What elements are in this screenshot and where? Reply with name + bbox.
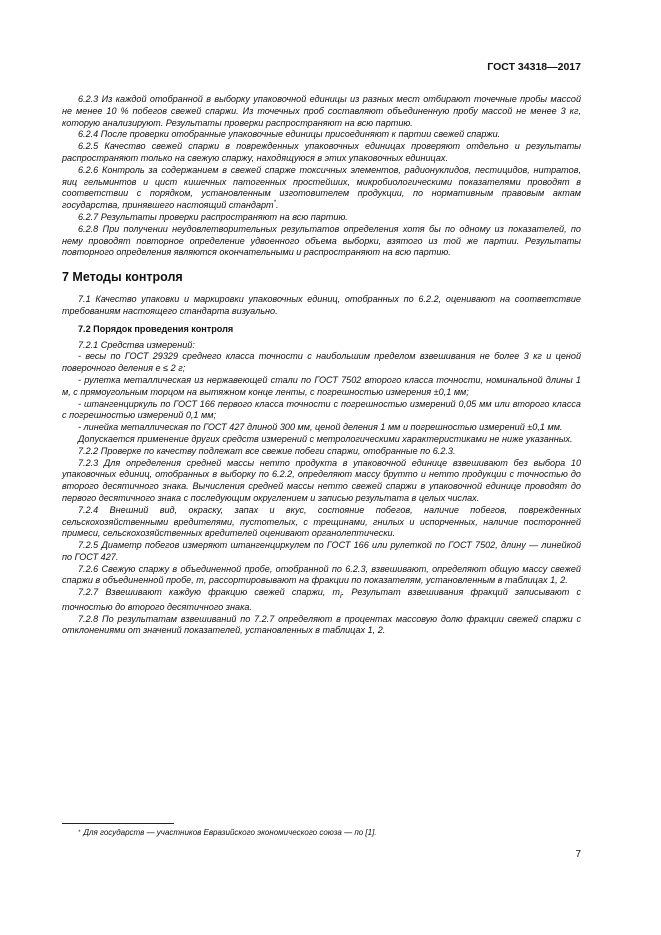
list-item: - штангенциркуль по ГОСТ 166 первого класса точности с погрешностью измерений 0,05 мм или второго класса с погрешностью измерений 0,1 мм;	[62, 398, 581, 421]
paragraph: 6.2.4 После проверки отобранные упаковочные единицы присоединяют к партии свежей спаржи.	[78, 129, 501, 140]
paragraph-text: 7.2.7 Взвешивают каждую фракцию свежей спаржи, m	[78, 587, 340, 598]
paragraph: 7.2.8 По результатам взвешиваний по 7.2.7 определяют в процентах массовую долю фракции свежей спаржи с отклонениями от значений показателей, установленных в таблицах 1, 2.	[62, 613, 581, 636]
footnote-text: Для государств — участников Евразийского экономического союза — по [1].	[83, 828, 377, 837]
standard-header: ГОСТ 34318—2017	[487, 61, 581, 73]
paragraph: 7.1 Качество упаковки и маркировки упаковочных единиц, отобранных по 6.2.2, оценивают на соответствие требованиям настоящего стандарта визуально.	[62, 294, 581, 316]
footnote-reference: *	[273, 200, 276, 207]
paragraph: 7.2.5 Диаметр побегов измеряют штангенциркулем по ГОСТ 166 или рулеткой по ГОСТ 7502, длину — линейкой по ГОСТ 427.	[62, 540, 581, 562]
paragraph: 7.2.2 Проверке по качеству подлежат все свежие побеги спаржи, отобранные по 6.2.3.	[78, 445, 456, 456]
footnote-mark: *	[78, 830, 81, 836]
paragraph: 6.2.3 Из каждой отобранной в выборку упаковочной единицы из разных мест отбирают точечные пробы массой не менее 10 % побегов свежей спаржи. Из точечных проб составляют объединенную пробу массой не менее 3 кг, которую анализируют. Результаты проверки распространяют на всю партию.	[62, 94, 581, 128]
subscript: i	[340, 591, 342, 601]
document-body	[62, 94, 581, 637]
paragraph: 7.2.3 Для определения средней массы нетто продукта в упаковочной единице взвешивают без выбора 10 упаковочных единиц, отобранных в выборку по 6.2.2, определяют массу брутто и нетто продукции с точностью до второго десятичного знака. Вычисления средней массы нетто свежей спаржи в упаковочной единице проводят до первого десятичного знака с последующим округлением и записью результата в целых числах.	[62, 457, 581, 503]
paragraph: 6.2.8 При получении неудовлетворительных результатов определения хотя бы по одному из показателей, по нему проводят повторное определение удвоенного объема выборки, взятого из той же партии. Результаты повторного определения являются окончательными и распространяют на всю партию.	[62, 223, 581, 258]
list-item: - линейка металлическая по ГОСТ 427 длиной 300 мм, ценой деления 1 мм и погрешностью измерений ±0,1 мм.	[78, 422, 563, 433]
paragraph: 6.2.7 Результаты проверки распространяют на всю партию.	[78, 211, 348, 222]
subsection-heading: 7.2 Порядок проведения контроля	[78, 323, 234, 334]
paragraph: 7.2.4 Внешний вид, окраску, запах и вкус, состояние побегов, наличие побегов, поврежденных сельскохозяйственными вредителями, пустотелых, с трещинами, гнилых и испорченных, наличие посторонней примеси, сельскохозяйственных вредителей оценивают органолептически.	[62, 504, 581, 539]
paragraph: 6.2.5 Качество свежей спаржи в поврежденных упаковочных единицах проверяют отдельно и результаты распространяют только на свежую спаржу, находящуюся в этих упаковочных единицах.	[62, 141, 581, 163]
list-item: - весы по ГОСТ 29329 среднего класса точности с наибольшим пределом взвешивания не более 3 кг и ценой поверочного деления e ≤ 2 г;	[62, 351, 581, 374]
paragraph	[62, 587, 581, 613]
section-heading: 7 Методы контроля	[62, 270, 183, 285]
paragraph: 6.2.6 Контроль за содержанием в свежей спарже токсичных элементов, радионуклидов, пестицидов, нитратов, яиц гельминтов и цист кишечных патогенных простейших, микробиологическими показателями проводят в соответствии с порядком, установленным изготовителем продукции, по нормативным правовым актам государства, принявшего настоящий стандарт*.	[62, 164, 581, 211]
list-item: - рулетка металлическая из нержавеющей стали по ГОСТ 7502 второго класса точности, номинальной длины 1 м, с прямоугольным торцом на вытяжном конце ленты, с погрешностью измерения ±0,1 мм;	[62, 374, 581, 397]
footnote-divider	[62, 823, 174, 824]
page-number: 7	[575, 849, 581, 860]
paragraph: 7.2.6 Свежую спаржу в объединенной пробе, отобранной по 6.2.3, взвешивают, определяют общую массу свежей спаржи в объединенной пробе, m, рассортировывают на фракции по показателям, установленным в таблицах 1, 2.	[62, 563, 581, 586]
paragraph-text: . Результат взвешивания фракций записывают с точностью до второго десятичного знака.	[62, 587, 581, 612]
paragraph: Допускается применение других средств измерений с метрологическими характеристиками не ниже указанных.	[78, 433, 573, 444]
footnote	[78, 828, 578, 838]
paragraph: 7.2.1 Средства измерений:	[78, 339, 195, 350]
paragraph-text: 6.2.6 Контроль за содержанием в свежей спарже токсичных элементов, радионуклидов, пестицидов, нитратов, яиц гельминтов и цист кишечных патогенных простейших, микробиологическими показателями проводят в соответствии с порядком, установленным изготовителем продукции, по нормативным правовым актам государства, принявшего настоящий стандарт	[62, 164, 581, 211]
